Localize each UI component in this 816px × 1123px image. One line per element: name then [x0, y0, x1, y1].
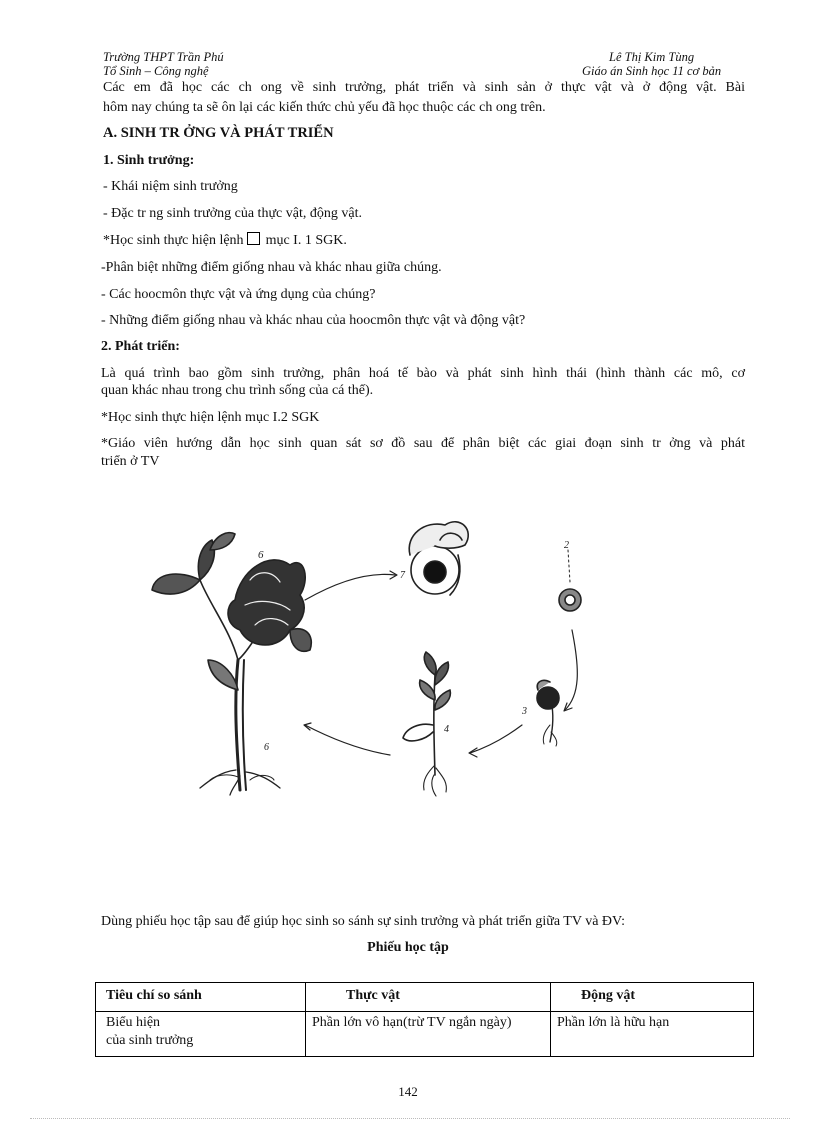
development-def-line-1: Là quá trình bao gồm sinh trưởng, phân hoá tế bào và phát sinh hình thái (hình thành các mô, cơ	[101, 366, 745, 381]
guide-line-1: *Giáo viên hướng dẫn học sinh quan sát sơ đồ sau để phân biệt các giai đoạn sinh tr ởng và phát	[101, 436, 745, 451]
table-header-row	[96, 983, 754, 1012]
development-def-line-2: quan khác nhau trong chu trình sống của cá thể).	[101, 383, 374, 398]
header-animal: Động vật	[551, 983, 754, 1012]
item-hormone-compare: - Những điểm giống nhau và khác nhau của hoocmôn thực vật và động vật?	[101, 313, 526, 328]
seed-figure	[559, 540, 581, 611]
page-bottom-border	[30, 1118, 790, 1119]
item-plant-hormones: - Các hoocmôn thực vật và ứng dụng của chúng?	[101, 287, 376, 302]
item-growth-concept: - Khái niệm sinh trưởng	[103, 179, 238, 194]
cell-criterion	[96, 1012, 306, 1057]
cell-plant: Phần lớn vô hạn(trừ TV ngắn ngày)	[306, 1012, 551, 1057]
label-stage-3: 3	[522, 706, 527, 717]
task-1-suffix: mục I. 1 SGK.	[265, 233, 347, 248]
plant-life-cycle-diagram	[140, 510, 610, 810]
comparison-table	[95, 982, 754, 1057]
item-compare: -Phân biệt những điểm giống nhau và khác nhau giữa chúng.	[101, 260, 442, 275]
worksheet-title: Phiếu học tập	[367, 940, 449, 955]
intro-line-1: Các em đã học các ch ong về sinh trưởng, phát triển và sinh sản ở thực vật và ở động vật. Bài	[103, 80, 745, 95]
germinating-seed-figure	[521, 680, 559, 746]
label-stage-6b: 6	[264, 742, 269, 753]
label-stage-7: 7	[400, 570, 405, 581]
header-school: Trường THPT Trần Phú	[103, 50, 224, 64]
page-number: 142	[398, 1084, 418, 1099]
header-author: Lê Thị Kim Tùng	[609, 50, 695, 64]
checkbox-icon	[247, 232, 260, 245]
section-1-title: 1. Sinh trưởng:	[103, 153, 195, 168]
table-row	[96, 1012, 754, 1057]
header-plant: Thực vật	[306, 983, 551, 1012]
section-a-title: A. SINH TR ỞNG VÀ PHÁT TRIỂN	[103, 125, 334, 141]
cell-animal: Phần lớn là hữu hạn	[551, 1012, 754, 1057]
worksheet-intro: Dùng phiếu học tập sau để giúp học sinh so sánh sự sinh trưởng và phát triển giữa TV và ĐV:	[101, 914, 625, 929]
guide-line-2: triển ở TV	[101, 454, 160, 469]
task-1-prefix: *Học sinh thực hiện lệnh	[103, 233, 244, 248]
intro-line-2: hôm nay chúng ta sẽ ôn lại các kiến thức chủ yếu đã học thuộc các ch ong trên.	[103, 100, 546, 115]
label-stage-6a: 6	[258, 549, 264, 561]
item-task-1	[103, 231, 347, 250]
task-2: *Học sinh thực hiện lệnh mục I.2 SGK	[101, 410, 320, 425]
header-dept: Tổ Sinh – Công nghệ	[103, 64, 209, 78]
fruit-seed-figure	[400, 522, 468, 595]
seedling-figure	[403, 652, 450, 796]
criterion-line-1: Biểu hiện	[106, 1015, 161, 1030]
label-stage-2: 2	[564, 540, 569, 551]
criterion-line-2: của sinh trưởng	[106, 1033, 194, 1048]
item-growth-features: - Đặc tr ng sinh trưởng của thực vật, động vật.	[103, 206, 362, 221]
header-criterion: Tiêu chí so sánh	[96, 983, 306, 1012]
mature-plant-figure	[152, 533, 311, 795]
label-stage-4: 4	[444, 724, 449, 735]
section-2-title: 2. Phát triển:	[101, 339, 180, 354]
header-course: Giáo án Sinh học 11 cơ bản	[582, 64, 722, 78]
